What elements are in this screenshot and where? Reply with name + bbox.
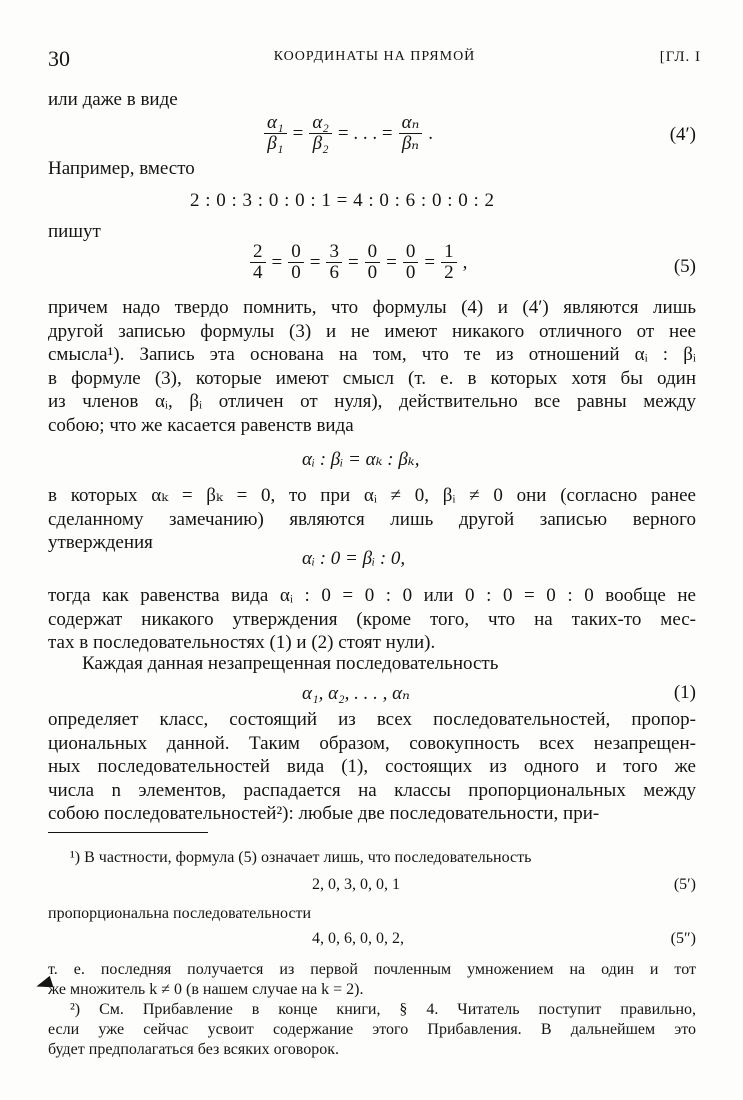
page-number: 30 bbox=[48, 46, 70, 71]
text-line: сделанному замечанию) являются лишь другой записью верного bbox=[48, 508, 696, 530]
text-line: собою; что же касается равенств вида bbox=[48, 415, 354, 436]
fraction: $\frac{2}{4}$ bbox=[250, 242, 266, 283]
fraction: $\frac{\text{α₁}}{\text{β₁}}$ bbox=[264, 113, 287, 154]
equation-label: (5′) bbox=[673, 876, 696, 893]
fraction: $\frac{3}{6}$ bbox=[326, 242, 342, 283]
text-line: циональных данной. Таким образом, совокупность всех незапрещен- bbox=[48, 732, 696, 754]
equation-ratio-example: 2 : 0 : 3 : 0 : 0 : 1 = 4 : 0 : 6 : 0 : 0 : 2 bbox=[190, 190, 495, 211]
text-line: ных последовательностей вида (1), состоящих из одного и того же bbox=[48, 756, 696, 778]
footnote-line: будет предполагаться без всяких оговорок. bbox=[48, 1041, 339, 1058]
text-line: собою последовательностей²): любые две последовательности, при- bbox=[48, 803, 600, 825]
footnote-equation: 4, 0, 6, 0, 0, 2, bbox=[312, 930, 404, 947]
text-line: утверждения bbox=[48, 532, 153, 553]
text-line: числа n элементов, распадается на классы пропорциональных между bbox=[48, 779, 696, 801]
text-line: пишут bbox=[48, 221, 101, 242]
text-line: в которых αₖ = βₖ = 0, то при αᵢ ≠ 0, βᵢ ≠ 0 они (согласно ранее bbox=[48, 485, 696, 506]
footnote-line: же множитель k ≠ 0 (в нашем случае на k = 2). bbox=[48, 981, 364, 998]
fraction: $\frac{\text{α₂}}{\text{β₂}}$ bbox=[309, 113, 332, 154]
text-line: тогда как равенства вида αᵢ : 0 = 0 : 0 или 0 : 0 = 0 : 0 вообще не bbox=[48, 585, 696, 606]
equation-label: (4′) bbox=[669, 124, 696, 145]
running-title: КООРДИНАТЫ НА ПРЯМОЙ bbox=[273, 49, 476, 64]
equation-ratio-equality: αᵢ : βᵢ = αₖ : βₖ, bbox=[302, 449, 420, 470]
equation-label: (1) bbox=[673, 682, 696, 703]
text-line: причем надо твердо помнить, что формулы (4) и (4′) являются лишь bbox=[48, 297, 696, 318]
text-line: из членов αᵢ, βᵢ отличен от нуля), действительно все равны между bbox=[48, 391, 696, 413]
text-line: тах в последовательностях (1) и (2) стоят нули). bbox=[48, 632, 436, 653]
equation-label: (5) bbox=[673, 256, 696, 277]
equation-label: (5″) bbox=[670, 930, 696, 947]
fraction: $\frac{1}{2}$ bbox=[441, 242, 457, 283]
footnote-line: ¹) В частности, формула (5) означает лишь, что последовательность bbox=[70, 849, 532, 866]
text-line: определяет класс, состоящий из всех последовательностей, пропор- bbox=[48, 709, 696, 730]
fraction: $\frac{\text{αₙ}}{\text{βₙ}}$ bbox=[399, 113, 423, 154]
footnote-rule bbox=[48, 832, 208, 833]
fraction: $\frac{0}{0}$ bbox=[365, 242, 381, 283]
footnote-line: ²) См. Прибавление в конце книги, § 4. Читатель поступит правильно, bbox=[70, 1001, 696, 1018]
text-line: Например, вместо bbox=[48, 158, 195, 179]
text-line: содержат никакого утверждения (кроме того, что на таких-то мес- bbox=[48, 608, 696, 630]
footnote-equation: 2, 0, 3, 0, 0, 1 bbox=[312, 876, 400, 893]
text-line: Каждая данная незапрещенная последовательность bbox=[82, 653, 499, 674]
text-line: в формуле (3), которые имеют смысл (т. е. в которых хотя бы один bbox=[48, 367, 696, 389]
chapter-label: [ГЛ. I bbox=[659, 49, 701, 65]
footnote-line: т. е. последняя получается из первой почленным умножением на один и тот bbox=[48, 961, 696, 978]
equation-1: α₁, α₂, . . . , αₙ bbox=[302, 683, 410, 704]
fraction: $\frac{0}{0}$ bbox=[288, 242, 304, 283]
footnote-line: пропорциональна последовательности bbox=[48, 905, 312, 922]
equation-zero-ratio: αᵢ : 0 = βᵢ : 0, bbox=[302, 548, 406, 569]
footnote-line: если уже сейчас усвоит содержание этого Прибавления. В дальнейшем это bbox=[48, 1021, 696, 1038]
equation-4-prime: $\frac{\text{α₁}}{\text{β₁}}$ = $\frac{\text{α₂}}{\text{β₂}}$ = . . . = $\frac{\text{αₙ}}{\text{βₙ}}$ . bbox=[262, 113, 437, 154]
running-header bbox=[48, 46, 701, 70]
fraction: $\frac{0}{0}$ bbox=[403, 242, 419, 283]
equation-5: $\frac{2}{4}$ = $\frac{0}{0}$ = $\frac{3}{6}$ = $\frac{0}{0}$ = $\frac{0}{0}$ = $\frac{1}{2}$ , bbox=[248, 242, 471, 283]
text-line: смысла¹). Запись эта основана на том, что те из отношений αᵢ : βᵢ bbox=[48, 344, 696, 366]
text-line: другой записью формулы (3) и не имеют никакого отличного от нее bbox=[48, 320, 696, 342]
text-line: или даже в виде bbox=[48, 89, 178, 110]
